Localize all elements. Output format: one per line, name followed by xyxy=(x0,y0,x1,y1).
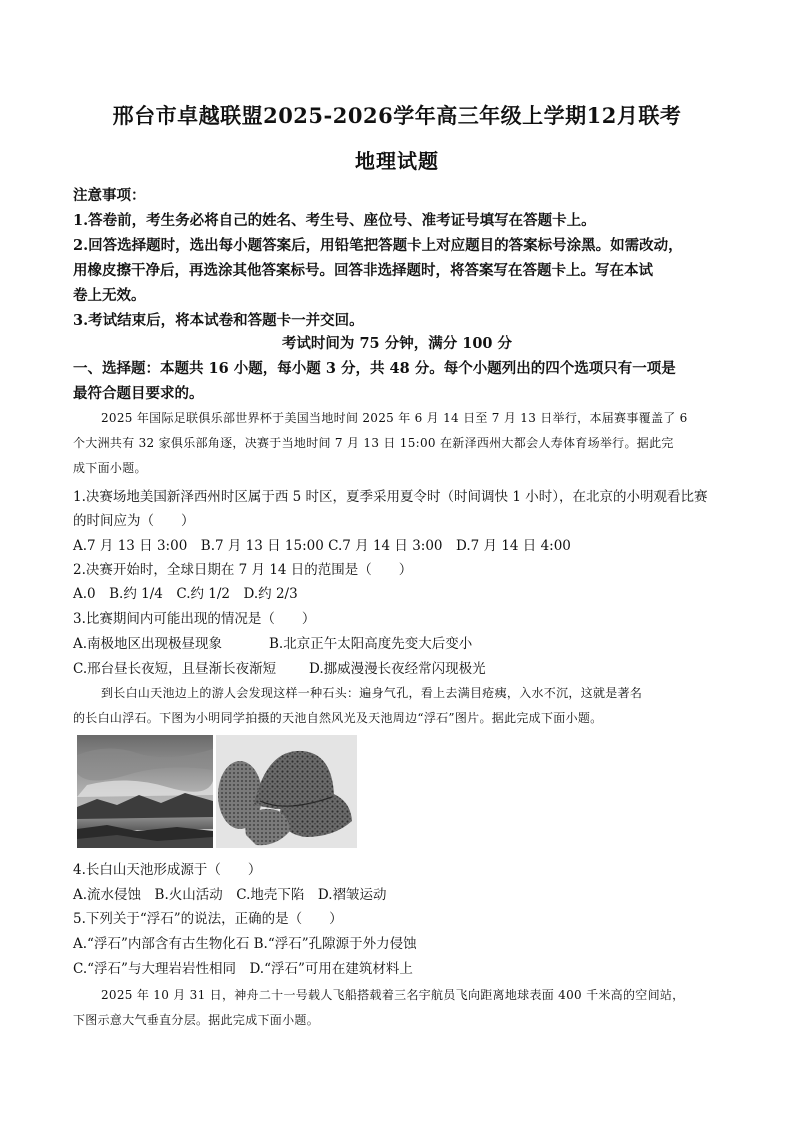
section-heading-line2: 最符合题目要求的。 xyxy=(73,385,204,402)
question-1-stem-line1: 1.决赛场地美国新泽西州时区属于西 5 时区，夏季采用夏令时（时间调快 1 小时），在北京的小明观看比赛 xyxy=(73,489,708,505)
question-2-options: A.0 B.约 1/4 C.约 1/2 D.约 2/3 xyxy=(73,586,298,602)
notice-item-3: 3.考试结束后，将本试卷和答题卡一并交回。 xyxy=(73,312,364,329)
question-3-options-row2 xyxy=(73,657,733,677)
question-5-stem: 5.下列关于“浮石”的说法，正确的是（ ） xyxy=(73,911,343,927)
question-5-options-line2: C.“浮石”与大理岩岩性相同 D.“浮石”可用在建筑材料上 xyxy=(73,961,413,977)
passage-3-line1: 2025 年 10 月 31 日，神舟二十一号载人飞船搭载着三名宇航员飞向距离地球表面 400 千米高的空间站， xyxy=(101,988,685,1002)
passage-1-line1: 2025 年国际足联俱乐部世界杯于美国当地时间 2025 年 6 月 14 日至 7 月 13 日举行，本届赛事覆盖了 6 xyxy=(101,411,688,425)
question-1-options: A.7 月 13 日 3:00 B.7 月 13 日 15:00 C.7 月 14 日 3:00 D.7 月 14 日 4:00 xyxy=(73,538,571,554)
tianchi-landscape-photo xyxy=(77,735,213,848)
question-3-option-a: A.南极地区出现极昼现象 xyxy=(73,636,223,652)
notice-item-2-line2: 用橡皮擦干净后，再选涂其他答案标号。回答非选择题时，将答案写在答题卡上。写在本试 xyxy=(73,262,653,279)
question-5-options-line1: A.“浮石”内部含有古生物化石 B.“浮石”孔隙源于外力侵蚀 xyxy=(73,936,417,952)
question-1-stem-line2: 的时间应为（ ） xyxy=(73,513,195,529)
passage-3-line2: 下图示意大气垂直分层。据此完成下面小题。 xyxy=(73,1013,320,1027)
section-heading-line1: 一、选择题：本题共 16 小题，每小题 3 分，共 48 分。每个小题列出的四个选项只有一项是 xyxy=(73,360,676,377)
pumice-stone-photo xyxy=(216,735,357,848)
exam-subtitle: 地理试题 xyxy=(355,149,439,173)
question-3-option-b: B.北京正午太阳高度先变大后变小 xyxy=(269,636,473,652)
question-2-stem: 2.决赛开始时，全球日期在 7 月 14 日的范围是（ ） xyxy=(73,562,413,578)
notice-heading: 注意事项： xyxy=(73,187,146,204)
exam-title: 邢台市卓越联盟2025-2026学年高三年级上学期12月联考 xyxy=(112,103,682,128)
question-4-stem: 4.长白山天池形成源于（ ） xyxy=(73,862,262,878)
passage-1-line3: 成下面小题。 xyxy=(73,461,147,475)
passage-2-line1: 到长白山天池边上的游人会发现这样一种石头：遍身气孔，看上去满目疮痍，入水不沉，这就是著名 xyxy=(101,686,643,700)
passage-2-line2: 的长白山浮石。下图为小明同学拍摄的天池自然风光及天池周边“浮石”图片。据此完成下面小题。 xyxy=(73,711,603,725)
question-3-options-row1 xyxy=(73,632,733,652)
question-3-option-c: C.邢台昼长夜短，且昼渐长夜渐短 xyxy=(73,661,277,677)
notice-item-2-line3: 卷上无效。 xyxy=(73,287,146,304)
question-4-options: A.流水侵蚀 B.火山活动 C.地壳下陷 D.褶皱运动 xyxy=(73,887,387,903)
exam-time-info: 考试时间为 75 分钟，满分 100 分 xyxy=(281,335,513,352)
question-3-option-d: D.挪威漫漫长夜经常闪现极光 xyxy=(309,661,486,677)
question-3-stem: 3.比赛期间内可能出现的情况是（ ） xyxy=(73,611,316,627)
passage-1-line2: 个大洲共有 32 家俱乐部角逐，决赛于当地时间 7 月 13 日 15:00 在新泽西州大都会人寿体育场举行。据此完 xyxy=(73,436,674,450)
notice-item-1: 1.答卷前，考生务必将自己的姓名、考生号、座位号、准考证号填写在答题卡上。 xyxy=(73,212,596,229)
notice-item-2-line1: 2.回答选择题时，选出每小题答案后，用铅笔把答题卡上对应题目的答案标号涂黑。如需改动， xyxy=(73,237,683,254)
